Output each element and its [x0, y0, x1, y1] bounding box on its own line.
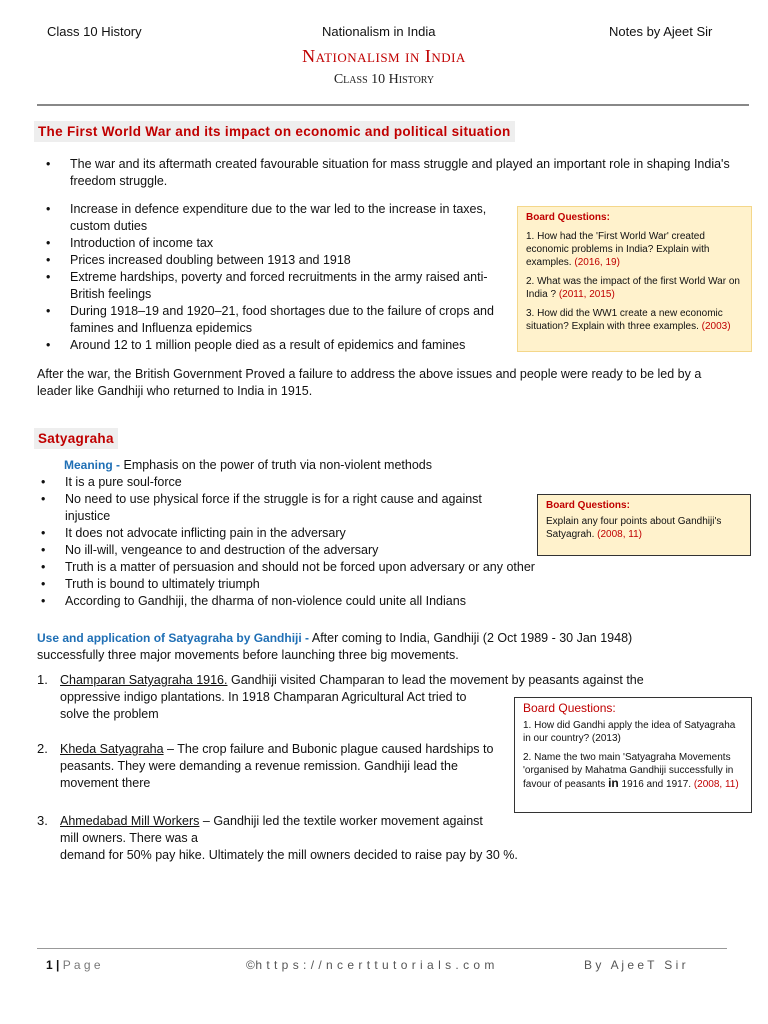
movement-text-c: demand for 50% pay hike. Ultimately the mill owners decided to raise pay by 30 %. [60, 848, 518, 862]
ww1-impact-list [46, 201, 512, 354]
movement-kheda [60, 741, 510, 792]
application-label: Use and application of Satyagraha by Gandhiji - [37, 631, 310, 645]
list-item: • It does not advocate inflicting pain in the adversary [41, 526, 346, 540]
meaning-label: Meaning - [64, 458, 120, 472]
satyagraha-meaning [64, 457, 524, 474]
list-item-text: The war and its aftermath created favourable situation for mass struggle and played an important role in shaping India's freedom struggle. [70, 157, 730, 188]
header-divider [37, 104, 749, 106]
list-item: • Extreme hardships, poverty and forced recruitments in the army raised anti-British feelings [46, 270, 488, 301]
board-questions-ww1 [517, 206, 752, 352]
list-item: • According to Gandhiji, the dharma of non-violence could unite all Indians [41, 594, 466, 608]
board-question [523, 719, 743, 745]
question-year: (2003) [701, 321, 731, 332]
section-heading-ww1: The First World War and its impact on economic and political situation [34, 121, 515, 142]
list-item: • Introduction of income tax [46, 236, 214, 250]
header-center: Nationalism in India [322, 24, 436, 39]
list-item-text: No ill-will, vengeance to and destruction of the adversary [65, 543, 379, 557]
board-questions-heading: Board Questions: [546, 500, 630, 511]
question-year: (2011, 2015) [558, 289, 615, 300]
list-item-text: Truth is bound to ultimately triumph [65, 577, 260, 591]
list-item-text: No need to use physical force if the struggle is for a right cause and against injustice [65, 492, 482, 523]
question-emphasis: in [608, 776, 619, 790]
page-subtitle: Class 10 History [333, 72, 435, 87]
movement-text-c: movement there [60, 776, 151, 790]
movement-text-a: – Gandhiji led the textile worker movement against [202, 814, 483, 828]
list-item-text: Around 12 to 1 million people died as a result of epidemics and famines [70, 338, 466, 352]
question-year: (2016, 19) [574, 257, 620, 268]
movement-number: 2. [37, 741, 48, 756]
list-item: • Truth is a matter of persuasion and should not be forced upon adversary or any other [41, 560, 535, 574]
page-word: P a g e [62, 958, 101, 972]
ww1-intro-list [46, 156, 730, 190]
header-right: Notes by Ajeet Sir [609, 24, 713, 39]
movement-title: Champaran Satyagraha 1916. [60, 673, 228, 687]
list-item-text: It does not advocate inflicting pain in the adversary [65, 526, 346, 540]
section-heading-satyagraha: Satyagraha [34, 428, 118, 449]
question-year: (2008, 11) [693, 779, 739, 790]
page-separator: | [56, 958, 60, 972]
question-text: 2. What was the impact of the first World War on India ? [526, 276, 740, 300]
list-item-text: Prices increased doubling between 1913 and 1918 [70, 253, 351, 267]
movement-text-a: Gandhiji visited Champaran to lead the movement by peasants against the [230, 673, 644, 687]
list-item: • Truth is bound to ultimately triumph [41, 577, 260, 591]
question-text: 2. Name the two main 'Satyagraha Movements 'organised by Mahatma Gandhiji successfully in favour of peasants [523, 752, 734, 790]
list-item: • Around 12 to 1 million people died as a result of epidemics and famines [46, 338, 466, 352]
movement-text-b: oppressive indigo plantations. In 1918 Champaran Agricultural Act tried to [60, 690, 467, 704]
meaning-text: Emphasis on the power of truth via non-violent methods [123, 458, 432, 472]
board-question [546, 515, 742, 541]
application-intro-a: After coming to India, Gandhiji (2 Oct 1989 - 30 Jan 1948) [311, 631, 633, 645]
movement-ahmedabad [60, 813, 580, 864]
board-questions-heading: Board Questions: [526, 212, 610, 223]
board-questions-satyagraha [537, 494, 751, 556]
list-item: • During 1918–19 and 1920–21, food shortages due to the failure of crops and famines and Influenza epidemics [46, 304, 494, 335]
movement-text-b: mill owners. There was a [60, 831, 199, 845]
list-item: • It is a pure soul-force [41, 475, 182, 489]
list-item: • Increase in defence expenditure due to the war led to the increase in taxes, custom duties [46, 202, 487, 233]
list-item-text: It is a pure soul-force [65, 475, 182, 489]
ww1-conclusion: After the war, the British Government Proved a failure to address the above issues and people were ready to be led by a leader like Gandhiji who returned to India in 1915. [37, 367, 702, 398]
question-year: (2008, 11) [597, 529, 642, 540]
application-intro-b: successfully three major movements before launching three big movements. [37, 648, 459, 662]
list-item: • Prices increased doubling between 1913 and 1918 [46, 253, 351, 267]
movement-text-c: solve the problem [60, 707, 159, 721]
footer-site: ©h t t p s : / / n c e r t t u t o r i a l s . c o m [246, 958, 495, 972]
list-item: • No ill-will, vengeance to and destruction of the adversary [41, 543, 379, 557]
footer-author: B y A j e e T S i r [584, 958, 686, 972]
question-text: 3. How did the WW1 create a new economic situation? Explain with three examples. [526, 308, 723, 332]
satyagraha-application-intro [37, 630, 737, 664]
page-number: 1 [46, 958, 53, 972]
question-text: 1. How had the 'First World War' created economic problems in India? Explain with examples. [526, 231, 710, 268]
movement-number: 1. [37, 672, 48, 687]
question-text-b: 1916 and 1917. [621, 779, 692, 790]
list-item-text: Increase in defence expenditure due to the war led to the increase in taxes, custom duties [70, 202, 487, 233]
board-question [523, 751, 743, 791]
list-item-text: According to Gandhiji, the dharma of non-violence could unite all Indians [65, 594, 466, 608]
list-item: • The war and its aftermath created favourable situation for mass struggle and played an important role in shaping India's freedom struggle. [46, 157, 730, 188]
question-text: 1. How did Gandhi apply the idea of Satyagraha in our country? (2013) [523, 720, 736, 744]
board-question [526, 230, 743, 269]
movement-title: Ahmedabad Mill Workers [60, 814, 200, 828]
movement-text-a: – The crop failure and Bubonic plague caused hardships to [167, 742, 494, 756]
list-item-text: Extreme hardships, poverty and forced recruitments in the army raised anti-British feelings [70, 270, 488, 301]
movement-title: Kheda Satyagraha [60, 742, 164, 756]
board-questions-heading: Board Questions: [523, 701, 616, 715]
board-questions-movements [514, 697, 752, 813]
board-question [526, 307, 743, 333]
list-item-text: Truth is a matter of persuasion and should not be forced upon adversary or any other [65, 560, 535, 574]
list-item-text: During 1918–19 and 1920–21, food shortages due to the failure of crops and famines and Influenza epidemics [70, 304, 494, 335]
list-item-text: Introduction of income tax [70, 236, 214, 250]
list-item: • No need to use physical force if the struggle is for a right cause and against injustice [41, 492, 482, 523]
page-title: Nationalism in India [302, 46, 466, 66]
board-question [526, 275, 743, 301]
question-text: Explain any four points about Gandhiji's Satyagrah. [546, 516, 722, 540]
movement-text-b: peasants. They were demanding a revenue remission. Gandhiji lead the [60, 759, 458, 773]
footer-divider [37, 948, 727, 949]
satyagraha-list [41, 474, 535, 610]
footer-page [46, 958, 101, 972]
movement-number: 3. [37, 813, 48, 828]
header-left: Class 10 History [47, 24, 142, 39]
